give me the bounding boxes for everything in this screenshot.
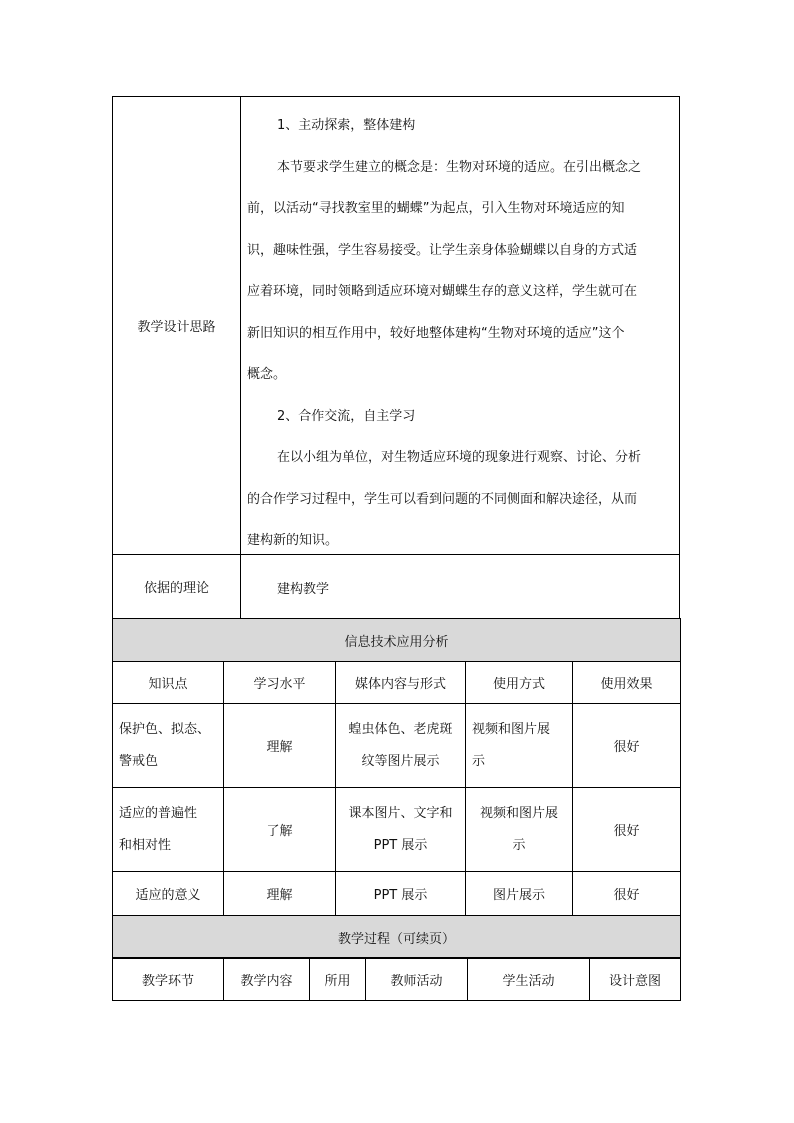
row-2-media-line-2: PPT 展示 — [373, 837, 428, 853]
row-3-point: 适应的意义 — [113, 872, 224, 916]
row-1-method-line-1: 视频和图片展 — [472, 721, 551, 737]
row-2-point-line-2: 和相对性 — [119, 837, 172, 853]
row-2-method — [466, 788, 573, 872]
process-header-row — [113, 958, 681, 1001]
row-1-media-line-1: 蝗虫体色、老虎斑 — [348, 721, 453, 737]
design-line-3: 前，以活动“寻找教室里的蝴蝶”为起点，引入生物对环境适应的知 — [247, 201, 625, 216]
row-1-media-line-2: 纹等图片展示 — [361, 753, 440, 769]
info-row-3 — [113, 872, 681, 916]
row-1-effect: 很好 — [573, 704, 681, 788]
header-point: 知识点 — [113, 662, 224, 704]
row-2-level: 了解 — [224, 788, 336, 872]
theory-row — [113, 555, 679, 619]
header-level: 学习水平 — [224, 662, 336, 704]
process-header-stage: 教学环节 — [113, 958, 224, 1001]
theory-label: 依据的理论 — [113, 555, 241, 618]
row-2-media-line-1: 课本图片、文字和 — [348, 805, 453, 821]
design-line-1: 1、主动探索，整体建构 — [277, 118, 416, 133]
info-title-row — [113, 619, 681, 662]
info-title: 信息技术应用分析 — [113, 619, 681, 662]
row-1-method-line-2: 示 — [472, 753, 486, 769]
row-1-level: 理解 — [224, 704, 336, 788]
info-header-row — [113, 662, 681, 704]
design-line-2: 本节要求学生建立的概念是：生物对环境的适应。在引出概念之 — [277, 159, 642, 175]
row-1-point — [113, 704, 224, 788]
design-content — [241, 97, 679, 554]
design-row — [113, 97, 679, 555]
header-media: 媒体内容与形式 — [336, 662, 466, 704]
process-header-content: 教学内容 — [224, 958, 310, 1001]
process-title: 教学过程（可续页） — [113, 916, 681, 959]
process-header-student: 学生活动 — [468, 958, 590, 1001]
row-1-method — [466, 704, 573, 788]
row-3-method: 图片展示 — [466, 872, 573, 916]
header-method: 使用方式 — [466, 662, 573, 704]
row-1-point-line-1: 保护色、拟态、 — [119, 721, 211, 737]
process-header-used: 所用 — [310, 958, 366, 1001]
design-theory-block — [112, 96, 680, 619]
row-3-level: 理解 — [224, 872, 336, 916]
design-line-6: 新旧知识的相互作用中，较好地整体建构“生物对环境的适应”这个 — [247, 325, 625, 341]
info-row-2 — [113, 788, 681, 872]
row-1-point-line-2: 警戒色 — [119, 753, 159, 769]
design-line-9: 在以小组为单位，对生物适应环境的现象进行观察、讨论、分析 — [277, 450, 642, 465]
design-line-8: 2、合作交流，自主学习 — [277, 408, 416, 424]
design-line-5: 应着环境，同时领略到适应环境对蝴蝶生存的意义这样，学生就可在 — [247, 284, 638, 299]
process-header-intent: 设计意图 — [590, 958, 681, 1001]
row-2-media — [336, 788, 466, 872]
process-header-table — [112, 957, 681, 1001]
row-2-effect: 很好 — [573, 788, 681, 872]
info-tech-table — [112, 618, 681, 959]
row-2-point — [113, 788, 224, 872]
process-title-row — [113, 916, 681, 959]
design-line-11: 建构新的知识。 — [247, 533, 339, 548]
row-1-media — [336, 704, 466, 788]
design-line-7: 概念。 — [247, 367, 287, 382]
info-row-1 — [113, 704, 681, 788]
design-line-10: 的合作学习过程中，学生可以看到问题的不同侧面和解决途径，从而 — [247, 491, 638, 507]
design-line-4: 识，趣味性强，学生容易接受。让学生亲身体验蝴蝶以自身的方式适 — [247, 242, 638, 258]
row-2-method-line-1: 视频和图片展 — [479, 805, 558, 821]
header-effect: 使用效果 — [573, 662, 681, 704]
row-3-media: PPT 展示 — [336, 872, 466, 916]
theory-value: 建构教学 — [277, 581, 330, 597]
process-header-teacher: 教师活动 — [366, 958, 468, 1001]
row-2-point-line-1: 适应的普遍性 — [119, 805, 198, 821]
row-2-method-line-2: 示 — [512, 837, 526, 853]
row-3-effect: 很好 — [573, 872, 681, 916]
design-label: 教学设计思路 — [113, 97, 241, 554]
